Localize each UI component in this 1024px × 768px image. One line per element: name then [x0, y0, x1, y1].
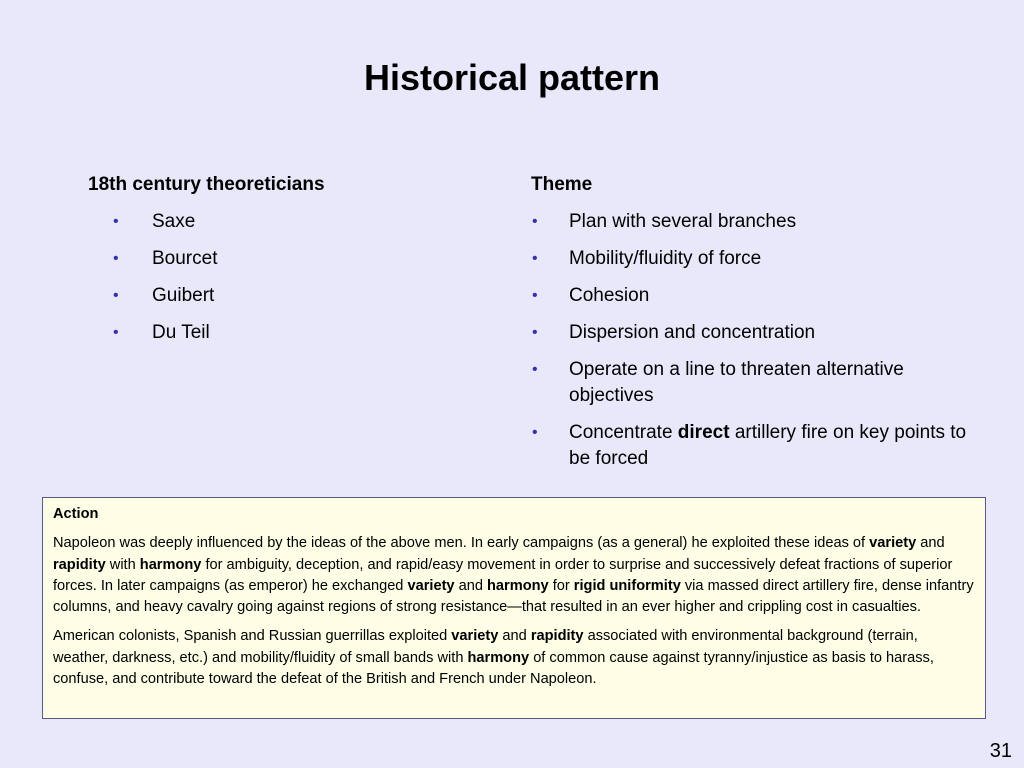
- action-paragraph-napoleon: Napoleon was deeply influenced by the ideas of the above men. In early campaigns (as a general) he exploited these ideas of variety and rapidity with harmony for ambiguity, deception, and rapid/easy movement in order to surprise and successively defeat fractions of superior forces. In later campaigns (as emperor) he exchanged variety and harmony for rigid uniformity via massed direct artillery fire, dense infantry columns, and heavy cavalry going against regions of strong resistance—that resulted in an ever higher and crippling cost in casualties.: [53, 535, 974, 616]
- theoreticians-list: [88, 209, 488, 346]
- left-column: [88, 172, 488, 357]
- right-column: [531, 172, 971, 483]
- action-label: Action: [53, 506, 99, 522]
- bullet-icon: •: [532, 213, 538, 230]
- bullet-icon: •: [113, 287, 119, 304]
- page-number: 31: [989, 740, 1012, 762]
- action-callout-box: [42, 497, 986, 719]
- theme-list: [531, 209, 971, 472]
- list-item: [531, 320, 971, 346]
- list-item: [88, 320, 488, 346]
- bullet-icon: •: [113, 250, 119, 267]
- list-item: [88, 209, 488, 235]
- bullet-icon: •: [532, 361, 538, 378]
- right-column-heading: Theme: [531, 174, 593, 195]
- list-item-text: Plan with several branches: [569, 211, 797, 232]
- bullet-icon: •: [532, 324, 538, 341]
- list-item-text: Saxe: [152, 211, 196, 232]
- action-paragraph-guerrillas: American colonists, Spanish and Russian guerrillas exploited variety and rapidity associated with environmental background (terrain, weather, darkness, etc.) and mobility/fluidity of small bands with harmony of common cause against tyranny/injustice as basis to harass, confuse, and contribute toward the defeat of the British and French under Napoleon.: [53, 628, 934, 688]
- list-item: [88, 283, 488, 309]
- bullet-icon: •: [532, 424, 538, 441]
- list-item: [531, 420, 971, 472]
- list-item-text: Cohesion: [569, 285, 650, 306]
- bullet-icon: •: [532, 287, 538, 304]
- emphasis-direct: direct: [677, 422, 730, 443]
- bullet-icon: •: [532, 250, 538, 267]
- slide-title: Historical pattern: [363, 57, 661, 98]
- list-item-text: Du Teil: [152, 322, 210, 343]
- list-item-text: Concentrate direct artillery fire on key points to be forced: [569, 422, 967, 469]
- list-item: [531, 357, 971, 409]
- list-item: [88, 246, 488, 272]
- bullet-icon: •: [113, 213, 119, 230]
- list-item: [531, 246, 971, 272]
- bullet-icon: •: [113, 324, 119, 341]
- left-column-heading: 18th century theoreticians: [88, 174, 325, 195]
- list-item: [531, 209, 971, 235]
- list-item-text: Operate on a line to threaten alternative objectives: [569, 359, 904, 406]
- list-item-text: Bourcet: [152, 248, 218, 269]
- list-item-text: Guibert: [152, 285, 215, 306]
- list-item-text: Dispersion and concentration: [569, 322, 816, 343]
- list-item: [531, 283, 971, 309]
- list-item-text: Mobility/fluidity of force: [569, 248, 762, 269]
